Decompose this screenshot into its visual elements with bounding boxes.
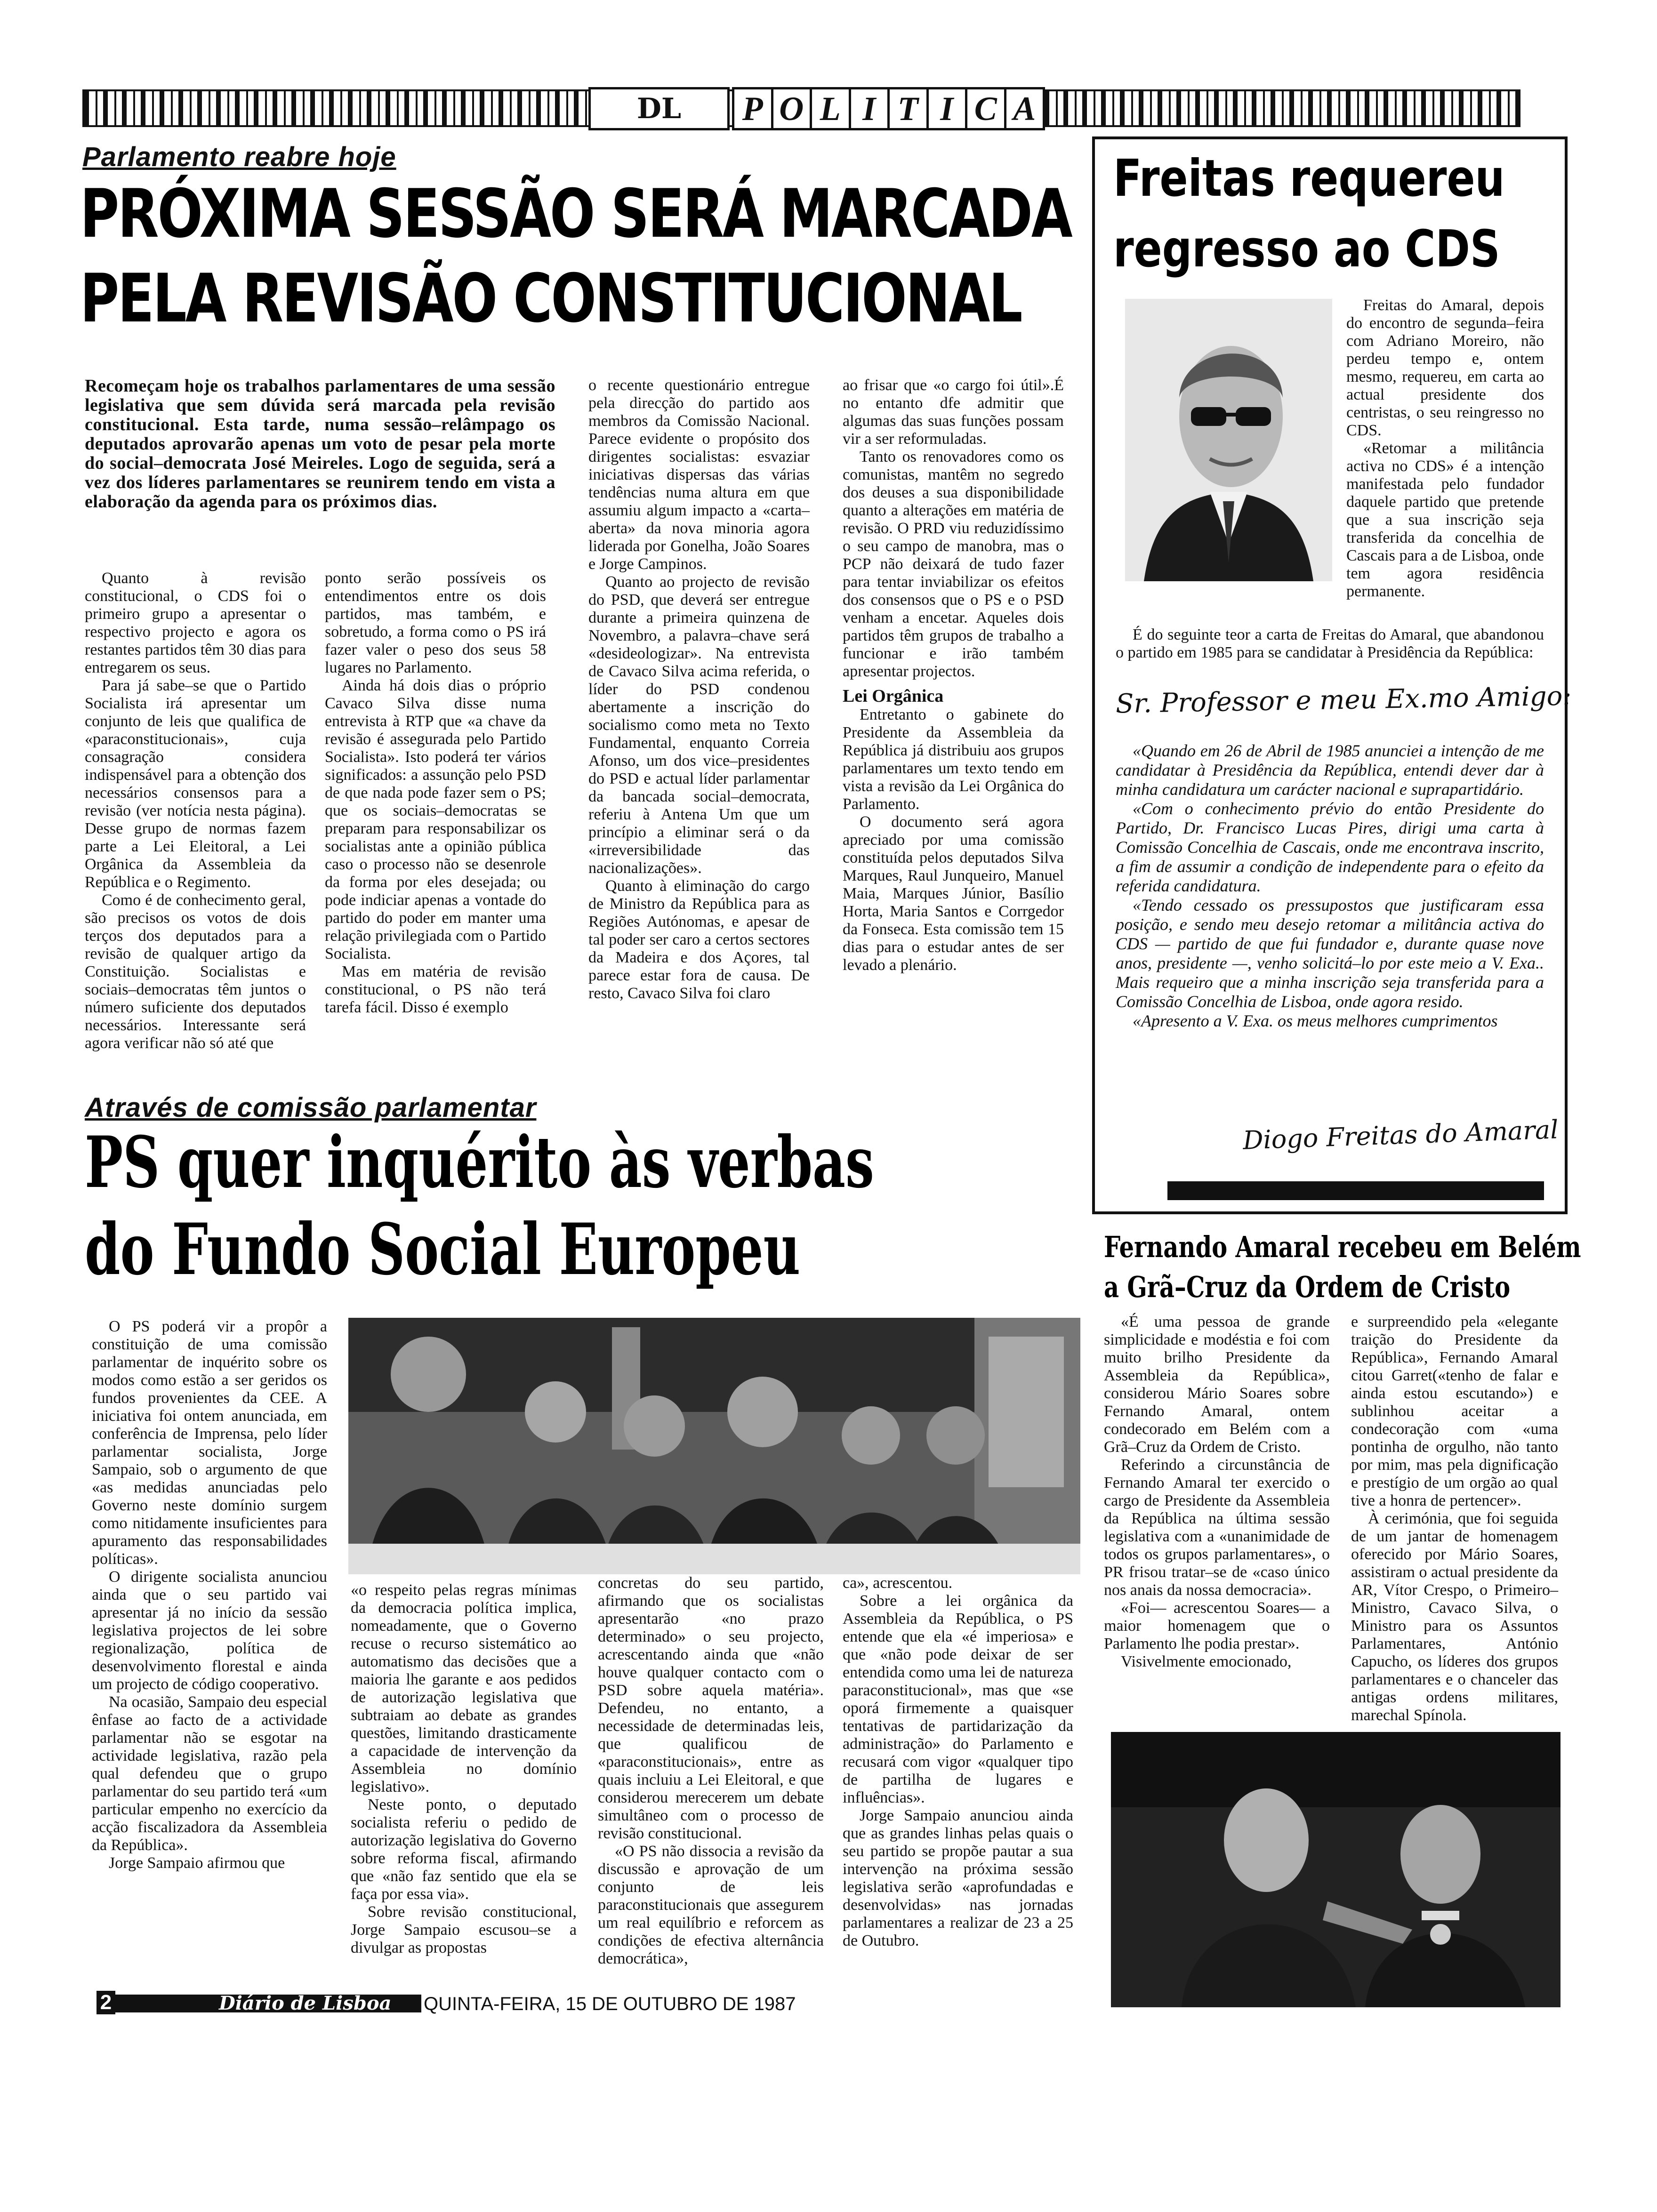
paragraph: Quanto à revisão constitucional, o CDS foi o primeiro grupo a apresentar o respectivo projecto e agora os restantes partidos têm 30 dias para entregarem os seus. xyxy=(85,569,306,676)
article2-headline-line1: Freitas requereu xyxy=(1113,149,1505,208)
article2-headline-line2: regresso ao CDS xyxy=(1113,220,1500,279)
article3-column-2 xyxy=(351,1581,577,1957)
paragraph: o recente questionário entregue pela direcção do partido aos membros da Comissão Nacional. Parece evidente o propósito dos dirigentes socialistas: esvaziar iniciativas dispersas das várias tendências numa altura em que assumiu algum impacto a «carta–aberta» da nova minoria agora liderada por Gonelha, João Soares e Jorge Campinos. xyxy=(588,377,810,573)
article2-letter xyxy=(1116,741,1544,1031)
paragraph: Na ocasião, Sampaio deu especial ênfase ao facto de a actividade parlamentar não se esgotar na actividade legislativa, razão pela qual defendeu que o grupo parlamentar do seu partido terá «um particular empenho no exercício da acção fiscalizadora da Assembleia da República». xyxy=(92,1693,327,1854)
paragraph: Jorge Sampaio anunciou ainda que as grandes linhas pelas quais o seu partido se propõe pautar a sua intervenção na próxima sessão legislativa serão «aprofundadas e desenvolvidas» nas jornadas parlamentares a realizar de 23 a 25 de Outubro. xyxy=(843,1807,1073,1949)
paragraph: Quanto ao projecto de revisão do PSD, que deverá ser entregue durante a primeira quinzena de Novembro, a palavra–chave será «desideologizar». Na entrevista de Cavaco Silva acima referida, o líder do PSD condenou abertamente a inscrição do socialismo como meta no Texto Fundamental, enquanto Correia Afonso, um dos vice–presidentes do PSD e actual líder parlamentar da bancada social–democrata, referiu à Antena Um que um princípio a eliminar será o da «irreversibilidade das nacionalizações». xyxy=(588,573,810,877)
subhead: Lei Orgânica xyxy=(843,686,944,706)
paragraph: «É uma pessoa de grande simplicidade e modéstia e foi com muito brilho Presidente da Assembleia da República», considerou Mário Soares sobre Fernando Amaral, ontem condecorado em Belém com a Grã–Cruz da Ordem de Cristo. xyxy=(1104,1313,1330,1456)
paragraph: e surpreendido pela «elegante traição do Presidente da República», Fernando Amaral citou Garret(«tenho de falar e ainda estou escutando») e sublinhou aceitar a condecoração com «uma pontinha de orgulho, não tanto por mim, mas pela dignificação e prestígio de um orgão ao qual tive a honra de pertencer». xyxy=(1351,1313,1558,1509)
section-letter: C xyxy=(965,87,1006,130)
paragraph: «o respeito pelas regras mínimas da democracia política implica, nomeadamente, que o Governo recuse o recurso sistemático ao automatismo das decisões que a maioria lhe garante e aos pedidos de autorização legislativa que subtraiam ao debate as grandes questões, limitando drasticamente a capacidade de intervenção da Assembleia no domínio legislativo». xyxy=(351,1581,577,1795)
paragraph: O dirigente socialista anunciou ainda que o seu partido vai apresentar já no início da sessão legislativa projectos de lei sobre regionalização, política de desenvolvimento florestal e ainda um projecto de código cooperativo. xyxy=(92,1568,327,1693)
article4-column-1 xyxy=(1104,1313,1330,1671)
newspaper-name: Diário de Lisboa xyxy=(115,1995,421,2012)
article3-headline-line1: PS quer inquérito às verbas xyxy=(85,1121,874,1204)
article3-column-3 xyxy=(598,1574,824,1968)
paragraph: Jorge Sampaio afirmou que xyxy=(109,1854,285,1872)
handwritten-salutation: Sr. Professor e meu Ex.mo Amigo: xyxy=(1115,681,1572,720)
article4-headline-line1: Fernando Amaral recebeu em Belém xyxy=(1104,1230,1581,1264)
section-title xyxy=(734,87,1045,130)
portrait-image xyxy=(1125,299,1332,581)
press-conference-photo xyxy=(348,1318,1080,1574)
paragraph: Para já sabe–se que o Partido Socialista irá apresentar um conjunto de leis que qualifica de «paraconstitucionais», cuja consagração considera indispensável para a obtenção dos necessários consensos para a revisão (ver notícia nesta página). Desse grupo de normas fazem parte a Lei Eleitoral, a Lei Orgânica da Assembleia da República e o Regimento. xyxy=(85,677,306,891)
article3-headline-line2: do Fundo Social Europeu xyxy=(85,1208,801,1291)
paragraph: Entretanto o gabinete do Presidente da Assembleia da República já distribuiu aos grupos parlamentares um texto tendo em vista a revisão da Lei Orgânica do Parlamento. xyxy=(843,706,1064,813)
paragraph: «Com o conhecimento prévio do então Presidente do Partido, Dr. Francisco Lucas Pires, dirigi uma carta à Comissão Concelhia de Cascais, onde me encontrava inscrito, a fim de assumir a condição de independente para o efeito da referida candidatura. xyxy=(1116,799,1544,895)
section-letter: I xyxy=(926,87,968,130)
handwritten-signature: Diogo Freitas do Amaral xyxy=(1242,1114,1559,1155)
article4-headline-line2: a Grã–Cruz da Ordem de Cristo xyxy=(1104,1270,1511,1304)
article1-lead: Recomeçam hoje os trabalhos parlamentares de uma sessão legislativa que sem dúvida será marcada pela revisão constitucional. Esta tarde, numa sessão–relâmpago os deputados aprovarão apenas um voto de pesar pela morte do social–democrata José Meireles. Logo de seguida, será a vez dos líderes parlamentares se reunirem tendo em vista a elaboração da agenda para os próximos dias. xyxy=(85,376,555,512)
paragraph: «Tendo cessado os pressupostos que justificaram essa posição, e sendo meu desejo retomar a militância activa do CDS — partido de que fui fundador e, durante quase nove anos, presidente —, venho solicitá–lo por este meio a V. Exa.. Mais requeiro que a minha inscrição seja transferida para a Comissão Concelhia de Lisboa, onde agora resido. xyxy=(1116,896,1544,1011)
paragraph: «O PS não dissocia a revisão da discussão e aprovação de um conjunto de leis paraconstitucionais que assegurem um real equilíbrio e reforcem as condições de efectiva alternância democrática», xyxy=(598,1843,824,1967)
freitas-portrait-photo xyxy=(1125,299,1332,581)
decoration-ceremony-photo xyxy=(1111,1732,1560,2007)
paragraph: «Retomar a militância activa no CDS» é a intenção manifestada pelo fundador daquele partido que pretende que a sua inscrição seja transferida da concelhia de Cascais para a de Lisboa, onde tem agora residência permanente. xyxy=(1346,440,1544,600)
article4-column-2 xyxy=(1351,1313,1558,1724)
section-letter: L xyxy=(810,87,851,130)
press-conference-image xyxy=(348,1318,1080,1574)
section-letter: I xyxy=(849,87,890,130)
article2-intro xyxy=(1116,626,1544,662)
paragraph: Ainda há dois dias o próprio Cavaco Silva disse numa entrevista à RTP que «a chave da revisão é assegurada pelo Partido Socialista». Isto poderá ter vários significados: a assunção pelo PSD de que nada pode fazer sem o PS; que os sociais–democratas se preparam para responsabilizar os socialistas ante a opinião pública caso o processo não se desenrole da forma por eles desejada; ou pode indiciar apenas a vontade do partido do poder em manter uma relação privilegiada com o Partido Socialista. xyxy=(325,677,546,962)
article3-column-4 xyxy=(843,1574,1073,1950)
paragraph: Mas em matéria de revisão constitucional, o PS não terá tarefa fácil. Disso é exemplo xyxy=(325,963,546,1016)
dl-logo: DL xyxy=(588,87,730,130)
paragraph: À cerimónia, que foi seguida de um jantar de homenagem oferecido por Mário Soares, assistiram o actual presidente da AR, Vítor Crespo, o Primeiro–Ministro, Cavaco Silva, o Ministro para os Assuntos Parlamentares, António Capucho, os líderes dos grupos parlamentares e o chanceler das antigas ordens militares, marechal Spínola. xyxy=(1351,1510,1558,1724)
paragraph: ao frisar que «o cargo foi útil».É no entanto dfe admitir que algumas das suas funções possam vir a ser reformuladas. xyxy=(843,377,1064,448)
paragraph: ponto serão possíveis os entendimentos entre os dois partidos, mas também, e sobretudo, a forma como o PS irá fazer valer o peso dos seus 58 lugares no Parlamento. xyxy=(325,569,546,676)
paragraph: concretas do seu partido, afirmando que os socialistas apresentarão «no prazo determinado» o seu projecto, acrescentando ainda que «não houve qualquer contacto com o PSD sobre aquela matéria». Defendeu, no entanto, a necessidade de determinadas leis, que qualificou de «paraconstitucionais», entre as quais incluiu a Lei Eleitoral, e que considerou merecerem um debate simultâneo com o processo de revisão constitucional. xyxy=(598,1574,824,1842)
article2-side-text xyxy=(1346,297,1544,601)
section-letter: A xyxy=(1004,87,1046,130)
article1-column-4 xyxy=(843,377,1064,974)
paragraph: O documento será agora apreciado por uma comissão constituída pelos deputados Silva Marques, Raul Junqueiro, Manuel Maia, Marques Júnior, Basílio Horta, Maria Santos e Corrgedor da Fonseca. Esta comissão tem 15 dias para o estudar antes de ser levado a plenário. xyxy=(843,813,1064,974)
section-letter: O xyxy=(771,87,812,130)
paragraph: «Foi— acrescentou Soares— a maior homenagem que o Parlamento lhe podia prestar». xyxy=(1104,1599,1330,1652)
ceremony-image xyxy=(1111,1732,1560,2007)
article1-column-1 xyxy=(85,569,306,1052)
section-letter: P xyxy=(732,87,773,130)
article1-kicker: Parlamento reabre hoje xyxy=(82,142,396,172)
paragraph: Sobre revisão constitucional, Jorge Sampaio escusou–se a divulgar as propostas xyxy=(351,1903,577,1956)
paragraph: «Apresento a V. Exa. os meus melhores cumprimentos xyxy=(1133,1011,1498,1030)
paragraph: Neste ponto, o deputado socialista referiu o pedido de autorização legislativa do Governo sobre reforma fiscal, afirmando que «não faz sentido que ela se faça por essa via». xyxy=(351,1796,577,1903)
paragraph: Freitas do Amaral, depois do encontro de segunda–feira com Adriano Moreiro, não perdeu tempo e, ontem mesmo, requereu, em carta ao actual presidente dos centristas, o seu reingresso no CDS. xyxy=(1346,297,1544,439)
paragraph: O PS poderá vir a propôr a constituição de uma comissão parlamentar de inquérito sobre os modos como estão a ser geridos os fundos provenientes da CEE. A iniciativa foi ontem anunciada, em conferência de Imprensa, pelo líder parlamentar socialista, Jorge Sampaio, sob o argumento de que «as medidas anunciadas pelo Governo neste domínio surgem como nitidamente insuficientes para apuramento das responsabilidades políticas». xyxy=(92,1318,327,1568)
article3-kicker: Através de comissão parlamentar xyxy=(85,1092,537,1123)
article1-column-2 xyxy=(325,569,546,1017)
paragraph: Tanto os renovadores como os comunistas, mantêm no segredo dos deuses a sua disponibilidade quanto a alterações em matéria de revisão. O PRD viu reduzidíssimo o seu campo de manobra, mas o PCP não deixará de tudo fazer para tentar inviabilizar os efeitos dos consensos que o PS e o PSD venham a encetar. Aqueles dois partidos têm grupos de trabalho a funcionar e irão também apresentar projectos. xyxy=(843,448,1064,680)
paragraph: ca», acrescentou. xyxy=(843,1574,953,1592)
paragraph: Sobre a lei orgânica da Assembleia da República, o PS entende que ela «é imperiosa» e que «não pode deixar de ser entendida como uma lei de natureza paraconstitucional», mas que «se oporá firmemente a quaisquer tentativas de partidarização da administração» do Parlamento e recusará com vigor «qualquer tipo de partilha de lugares e influências». xyxy=(843,1592,1073,1806)
black-rule xyxy=(1167,1181,1544,1200)
article3-column-1 xyxy=(92,1318,327,1872)
paragraph: Visivelmente emocionado, xyxy=(1121,1653,1292,1670)
article1-headline-line1: PRÓXIMA SESSÃO SERÁ MARCADA xyxy=(80,175,1071,253)
article1-column-3 xyxy=(588,377,810,1002)
page-number: 2 xyxy=(97,1991,115,2014)
section-letter: T xyxy=(887,87,929,130)
paragraph: Quanto à eliminação do cargo de Ministro da República para as Regiões Autónomas, e apesar de tal poder ser caro a certos sectores da Madeira e dos Açores, tal parece estar fora de causa. De resto, Cavaco Silva foi claro xyxy=(588,877,810,1002)
article1-headline-line2: PELA REVISÃO CONSTITUCIONAL xyxy=(80,260,1022,337)
paragraph: «Quando em 26 de Abril de 1985 anunciei a intenção de me candidatar à Presidência da República, entendi dever dar à minha candidatura um carácter nacional e suprapartidário. xyxy=(1116,741,1544,799)
issue-date: QUINTA-FEIRA, 15 DE OUTUBRO DE 1987 xyxy=(424,1994,796,2014)
paragraph: É do seguinte teor a carta de Freitas do Amaral, que abandonou o partido em 1985 para se candidatar à Presidência da República: xyxy=(1116,626,1544,661)
paragraph: Como é de conhecimento geral, são precisos os votos de dois terços dos deputados para a revisão de qualquer artigo da Constituição. Socialistas e sociais–democratas têm juntos o número suficiente dos deputados necessários. Interessante será agora verificar não só até que xyxy=(85,891,306,1052)
paragraph: Referindo a circunstância de Fernando Amaral ter exercido o cargo de Presidente da Assembleia da República na última sessão legislativa com a «unanimidade de todos os grupos parlamentares», o PR frisou tratar–se de «caso único nos anais da nossa democracia». xyxy=(1104,1456,1330,1599)
